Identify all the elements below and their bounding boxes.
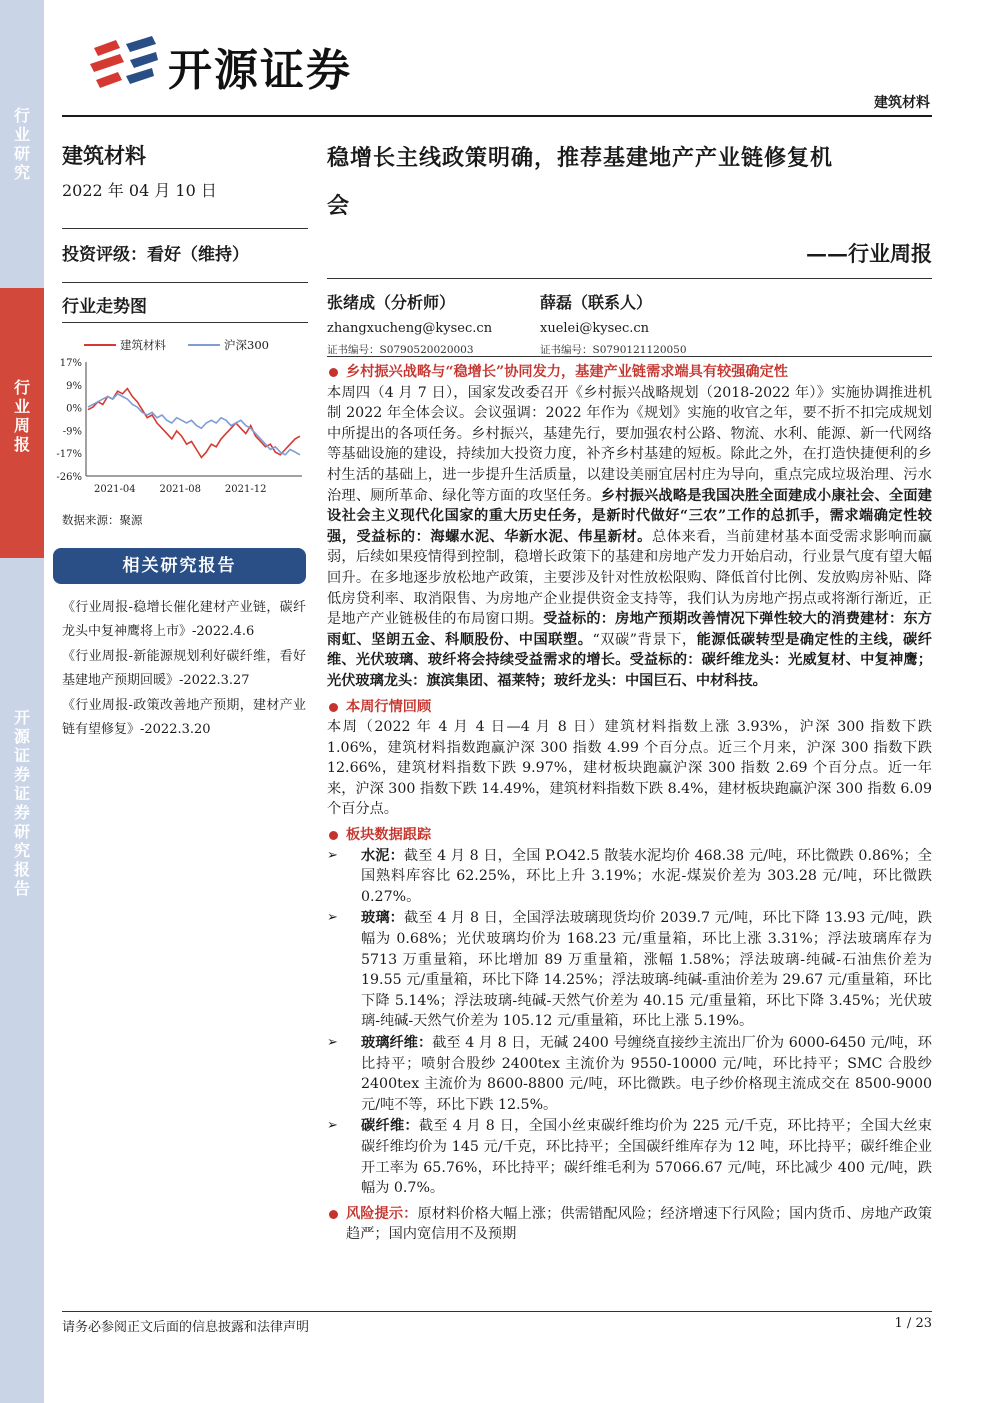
related-reports-header: 相关研究报告 (53, 548, 306, 584)
tracking-item-carbon-fiber (327, 1116, 932, 1198)
tracking-item-text (361, 1033, 932, 1115)
risk-text: 原材料价格大幅上涨；供需错配风险；经济增速下行风险；国内货币、房地产政策趋严；国内宽信用不及预期 (346, 1205, 932, 1243)
arrow-bullet-icon: ➢ (327, 910, 338, 926)
x-tick-label: 2021-04 (94, 484, 136, 495)
rural-para-1: 本周四（4 月 7 日），国家发改委召开《乡村振兴战略规划（2018-2022 年）》实施协调推进机制 2022 年全体会议。会议强调：2022 年作为《规划》实施的收官之年，要不折不扣完成规划中所提出的各项任务。乡村振兴，基建先行，要加强农村公路、物流、水利、能源、新一代网络等基础设施的建设，持续加大投资力度，补齐乡村基建的短板。除此之外，在打造快捷便利的乡村生活的基础上，进一步提升生活质量，以建设美丽宜居村庄为导向，重点完成垃圾治理、污水治理、厕所革命、绿化等方面的攻坚任务。 (327, 384, 932, 504)
page-number: 1 / 23 (894, 1316, 932, 1331)
legend-label-csi300: 沪深300 (224, 338, 269, 352)
contact-email[interactable]: xuelei@kysec.cn (540, 321, 650, 336)
tracking-item-body: 截至 4 月 8 日，全国 P.O42.5 散装水泥均价 468.38 元/吨，环比微跌 0.86%；全国熟料库容比 62.25%，环比上升 3.19%；水泥-煤炭价差为 303.28 元/吨，环比微跌 0.27%。 (361, 847, 932, 905)
related-reports-list (62, 596, 306, 743)
tracking-item-label: 碳纤维： (361, 1118, 419, 1135)
side-strip (0, 0, 44, 1403)
side-strip-bottom (0, 558, 44, 1403)
bullet-icon (329, 1210, 338, 1219)
tracking-item-label: 水泥： (361, 847, 404, 864)
section-heading-market (327, 697, 932, 718)
risk-section (327, 1204, 932, 1245)
tracking-item-cement (327, 846, 932, 908)
header-category: 建筑材料 (874, 95, 930, 111)
y-tick-label: -17% (56, 449, 82, 461)
report-title-line-2: 会 (327, 193, 351, 219)
tracking-item-body: 截至 4 月 8 日，全国小丝束碳纤维均价为 225 元/千克，环比持平；全国大丝束碳纤维均价为 145 元/千克，环比持平；全国碳纤维库存为 12 吨，环比持平；碳纤维企业开工率为 65.76%，环比持平；碳纤维毛利为 57066.67 元/吨，环比减少 400 元/吨，跌幅为 0.7%。 (361, 1118, 932, 1197)
section-heading-tracking (327, 825, 932, 846)
analyst-email[interactable]: zhangxucheng@kysec.cn (327, 321, 493, 336)
section-rural-text (327, 383, 932, 692)
tracking-item-label: 玻璃： (361, 910, 405, 927)
section-heading-market-text: 本周行情回顾 (346, 698, 432, 715)
title-rule (327, 278, 932, 279)
tracking-item-fiberglass (327, 1033, 932, 1115)
analyst-card-1 (327, 290, 527, 357)
header-rule (62, 115, 932, 117)
tracking-item-text (361, 1116, 932, 1198)
tracking-item-glass (327, 908, 932, 1032)
left-category: 建筑材料 (62, 143, 146, 168)
y-tick-label: -26% (56, 472, 82, 483)
section-heading-tracking-text: 板块数据跟踪 (346, 827, 432, 844)
legend-swatch-csi300 (188, 344, 220, 346)
y-tick-label: -9% (62, 426, 82, 438)
tracking-item-body: 截至 4 月 8 日，无碱 2400 号缠绕直接纱主流出厂价为 6000-6450 元/吨，环比持平；喷射合股纱 2400tex 主流价为 9550-10000 元/吨，环比持平；SMC 合股纱 2400tex 主流价为 8600-8800 元/吨，环比微跌。电子纱价格现主流成交在 8500-9000 元/吨不等，环比下跌 12.5%。 (361, 1035, 932, 1113)
chart-source: 数据来源：聚源 (62, 513, 143, 527)
trend-chart (52, 354, 308, 500)
bullet-icon (329, 831, 338, 840)
logo-mark (86, 32, 160, 92)
brand-name: 开源证券 (168, 45, 352, 96)
tracking-item-body: 截至 4 月 8 日，全国浮法玻璃现货均价 2039.7 元/吨，环比下降 13.93 元/吨，跌幅为 0.68%；光伏玻璃均价为 168.23 元/重量箱，环比上涨 3.31%；浮法玻璃库存为 5713 万重量箱，环比增加 89 万重量箱，涨幅 1.58%；浮法玻璃-纯碱-石油焦价差为 19.55 元/重量箱，环比下降 14.25%；浮法玻璃-纯碱-重油价差为 29.67 元/重量箱，环比下降 5.14%；浮法玻璃-纯碱-天然气价差为 40.15 元/重量箱，环比下降 3.45%；光伏玻璃-纯碱-天然气价差为 105.12 元/重量箱，环比上涨 5.19%。 (361, 910, 932, 1030)
side-tab-brand: 开源证券 证券研究报告 (13, 708, 30, 898)
side-tab-weekly: 行业周报 (13, 378, 30, 454)
contact-name: 薛磊（联系人） (540, 293, 653, 312)
report-date: 2022 年 04 月 10 日 (62, 181, 217, 200)
logo-icon (86, 32, 160, 88)
left-rule-1 (62, 228, 308, 229)
tracking-item-label: 玻璃纤维： (361, 1035, 433, 1051)
legend-item-csi300 (188, 337, 269, 353)
section-market-text: 本周（2022 年 4 月 4 日—4 月 8 日）建筑材料指数上涨 3.93%，沪深 300 指数下跌 1.06%，建筑材料指数跑赢沪深 300 指数 4.99 个百分点。近三个月来，沪深 300 指数下跌 12.66%，建筑材料指数下跌 9.97%，建材板块跑赢沪深 300 指数 2.69 个百分点。近一年来，沪深 300 指数下跌 14.49%，建筑材料指数下跌 8.4%，建材板块跑赢沪深 300 指数 6.09 个百分点。 (327, 719, 932, 818)
y-tick-label: 0% (66, 403, 82, 415)
report-subtitle: ——行业周报 (806, 241, 932, 266)
analyst-card-2 (540, 290, 740, 357)
side-tab-research: 行业研究 (13, 106, 30, 182)
investment-rating: 投资评级：看好（维持） (62, 245, 249, 265)
y-tick-label: 9% (66, 380, 82, 392)
tracking-item-text (361, 908, 932, 1032)
legend-item-building-materials (84, 337, 166, 353)
risk-label: 风险提示： (346, 1205, 418, 1222)
arrow-bullet-icon: ➢ (327, 1035, 338, 1050)
footer-disclaimer: 请务必参阅正文后面的信息披露和法律声明 (62, 1320, 310, 1335)
left-rule-3 (62, 322, 308, 323)
side-strip-top (0, 90, 44, 288)
related-report-item[interactable]: 《行业周报-新能源规划利好碳纤维，看好基建地产预期回暖》-2022.3.27 (62, 649, 306, 688)
side-strip-middle (0, 288, 44, 558)
related-report-item[interactable]: 《行业周报-稳增长催化建材产业链，碳纤龙头中复神鹰将上市》-2022.4.6 (62, 600, 306, 639)
y-tick-label: 17% (59, 358, 82, 369)
contact-cert: 证书编号：S0790121120050 (540, 344, 687, 356)
x-tick-label: 2021-08 (159, 484, 202, 495)
trend-title: 行业走势图 (62, 297, 147, 317)
legend-swatch-building-materials (84, 344, 116, 346)
section-heading-rural-text: 乡村振兴战略与“稳增长”协同发力，基建产业链需求端具有较强确定性 (346, 364, 788, 380)
report-body (327, 362, 932, 1245)
report-title (327, 134, 932, 230)
section-heading-rural (327, 362, 932, 383)
legend-label-building-materials: 建筑材料 (120, 338, 166, 352)
bullet-icon (329, 368, 338, 377)
x-tick-label: 2021-12 (224, 484, 267, 495)
rural-bold-1: 乡村振兴战略是我国决胜全面建成小康社会、全面建设社会主义现代化国家的重大历史任务，是新时代做好“三农”工作的总抓手，需求端确定性较强，受益标的：海螺水泥、华新水泥、伟星新材。 (327, 487, 932, 545)
chart-legend (84, 337, 269, 353)
rural-para-2: 总体来看，当前建材基本面受需求影响而赢弱，后续如果疫情得到控制，稳增长政策下的基建和房地产发力开始启动，行业景气度有望大幅回升。在多地逐步放松地产政策，主要涉及针对性放松限购、降低首付比例、发放购房补贴、降低房贷利率、取消限售、为房地产企业提供资金支持等，我们认为房地产拐点或将渐行渐近，正是地产产业链极佳的布局窗口期。 (327, 528, 932, 628)
related-report-item[interactable]: 《行业周报-政策改善地产预期，建材产业链有望修复》-2022.3.20 (62, 698, 306, 737)
left-rule-2 (62, 282, 308, 283)
report-title-line-1: 稳增长主线政策明确，推荐基建地产产业链修复机 (327, 145, 834, 171)
bullet-icon (329, 703, 338, 712)
rural-bold-2: 受益标的：房地产预期改善情况下弹性较大的消费建材：东方雨虹、坚朗五金、科顺股份、中国联塑。 (327, 611, 932, 648)
analyst-cert: 证书编号：S0790520020003 (327, 344, 474, 356)
rural-para-3: “双碳”背景下， (592, 631, 697, 648)
footer-rule (62, 1311, 932, 1312)
tracking-item-text (361, 846, 932, 908)
arrow-bullet-icon: ➢ (327, 847, 338, 863)
analyst-name: 张绪成（分析师） (327, 293, 456, 312)
analyst-rule (327, 356, 932, 357)
risk-text-wrap (346, 1204, 932, 1245)
rural-bold-3: 能源低碳转型是确定性的主线，碳纤维、光伏玻璃、玻纤将会持续受益需求的增长。受益标的：碳纤维龙头：光威复材、中复神鹰；光伏玻璃龙头：旗滨集团、福莱特；玻纤龙头：中国巨石、中材科技。 (327, 631, 932, 689)
arrow-bullet-icon: ➢ (327, 1118, 338, 1134)
